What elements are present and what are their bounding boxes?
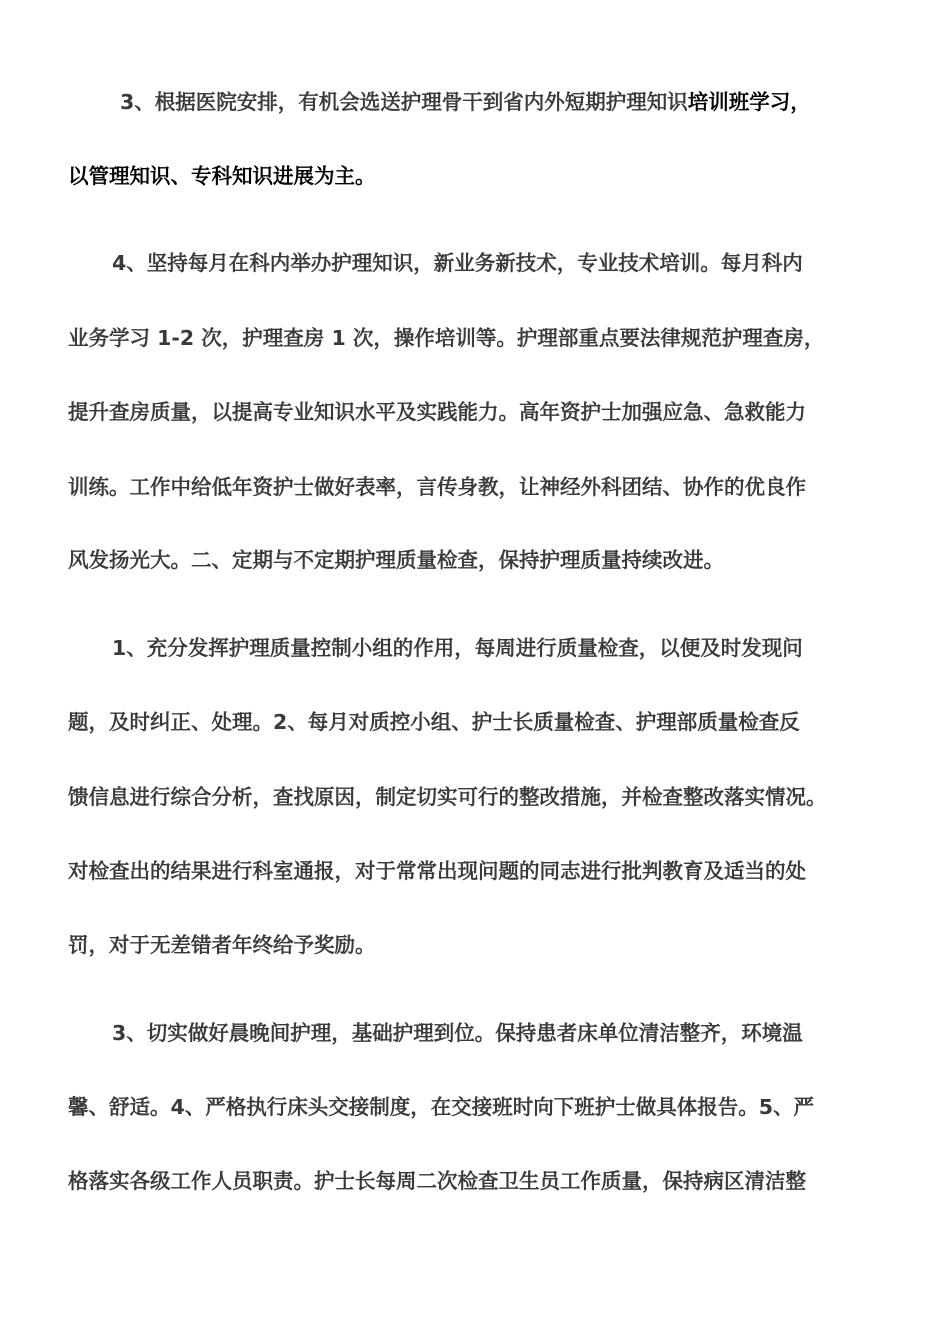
text-line: 3、切实做好晨晚间护理，基础护理到位。保持患者床单位清洁整齐，环境温 bbox=[112, 1021, 803, 1045]
text-line: 馨、舒适。4、严格执行床头交接制度，在交接班时向下班护士做具体报告。5、严 bbox=[68, 1095, 815, 1119]
text-line: 提升查房质量，以提高专业知识水平及实践能力。高年资护士加强应急、急救能力 bbox=[68, 400, 806, 424]
text-run: 3、根据医院安排，有机会选送护理骨干到省内外短期护理知识 bbox=[120, 90, 688, 114]
text-run: 培训班学习， bbox=[687, 90, 811, 114]
text-line: 4、坚持每月在科内举办护理知识，新业务新技术，专业技术培训。每月科内 bbox=[112, 251, 803, 275]
text-line: 风发扬光大。二、定期与不定期护理质量检查，保持护理质量持续改进。 bbox=[68, 548, 724, 572]
text-line bbox=[120, 88, 811, 116]
text-line: 罚，对于无差错者年终给予奖励。 bbox=[68, 933, 376, 957]
text-line: 题，及时纠正、处理。2、每月对质控小组、护士长质量检查、护理部质量检查反 bbox=[68, 710, 800, 734]
text-line: 馈信息进行综合分析，查找原因，制定切实可行的整改措施，并检查整改落实情况。 bbox=[68, 785, 827, 809]
text-line: 格落实各级工作人员职责。护士长每周二次检查卫生员工作质量，保持病区清洁整 bbox=[68, 1169, 806, 1193]
text-line: 对检查出的结果进行科室通报，对于常常出现问题的同志进行批判教育及适当的处 bbox=[68, 859, 806, 883]
text-line: 以管理知识、专科知识进展为主。 bbox=[68, 164, 376, 188]
text-line: 1、充分发挥护理质量控制小组的作用，每周进行质量检查，以便及时发现问 bbox=[112, 636, 803, 660]
text-line: 业务学习 1-2 次，护理查房 1 次，操作培训等。护理部重点要法律规范护理查房， bbox=[68, 326, 825, 350]
text-line: 训练。工作中给低年资护士做好表率，言传身教，让神经外科团结、协作的优良作 bbox=[68, 475, 806, 499]
